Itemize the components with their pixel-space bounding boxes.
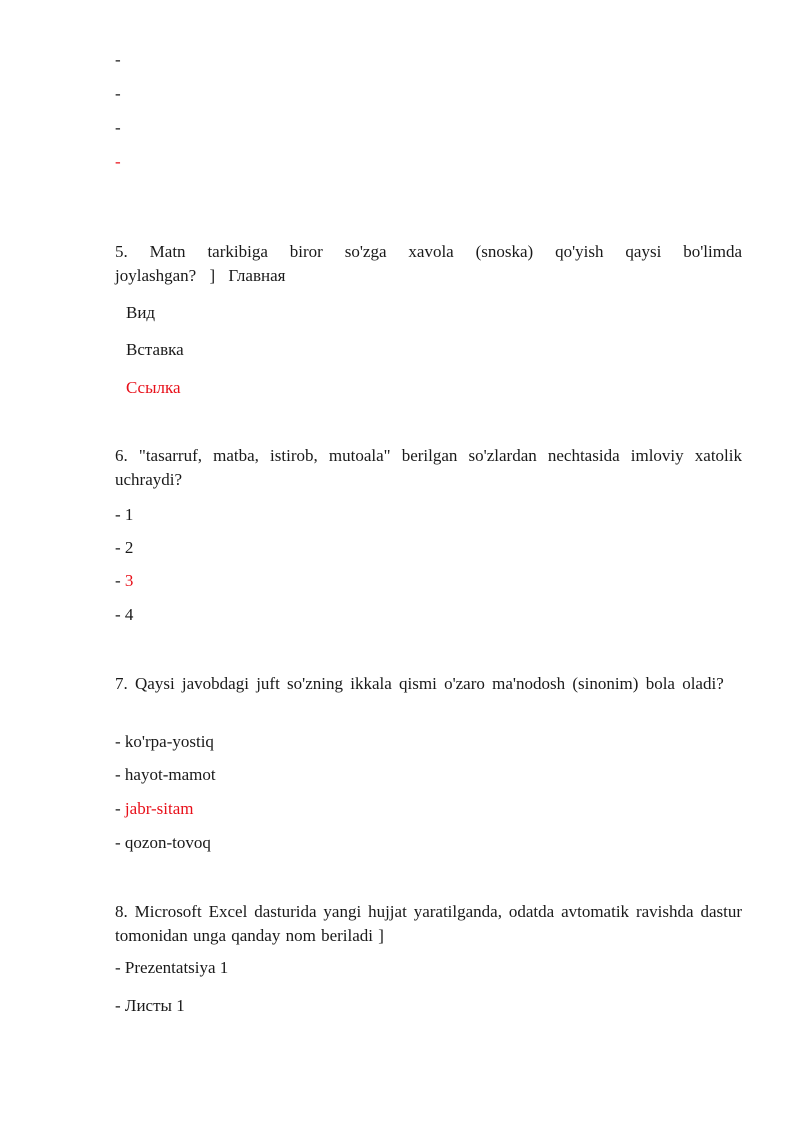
q7-option-3-correct: [115, 799, 194, 819]
q8-option-1: [115, 958, 228, 978]
q6-option-2: [115, 538, 133, 558]
question-8: 8. Microsoft Excel dasturida yangi hujjat yaratilganda, odatda avtomatik ravishda dastur tomonidan unga qanday nom beriladi ]: [115, 902, 742, 945]
q8-option-2: [115, 996, 185, 1016]
q6-option-4: [115, 605, 133, 625]
option-text: 4: [124, 605, 134, 624]
option-text: Prezentatsiya 1: [124, 958, 229, 977]
q7-option-4: [115, 833, 211, 853]
option-dash: -: [115, 833, 125, 852]
option-dash: -: [115, 605, 125, 624]
option-text: Листы 1: [124, 996, 185, 1015]
option-text: 2: [124, 538, 134, 557]
q5-option-1: Вид: [126, 303, 156, 322]
option-text: 3: [124, 571, 134, 590]
q5-option-2: Вставка: [126, 340, 184, 359]
q6-option-3-correct: [115, 571, 133, 591]
option-text: 1: [124, 505, 134, 524]
option-dash: -: [115, 958, 125, 977]
option-dash: -: [115, 50, 121, 69]
q5-option-3-correct: Ссылка: [126, 378, 181, 397]
option-dash: -: [115, 799, 125, 818]
q7-option-1: [115, 732, 214, 752]
correct-option-dash: -: [115, 152, 121, 171]
option-dash: -: [115, 118, 121, 137]
option-dash: -: [115, 538, 125, 557]
q6-option-1: [115, 505, 133, 525]
option-dash: -: [115, 571, 125, 590]
question-6: 6. "tasarruf, matba, istirob, mutoala" berilgan so'zlardan nechtasida imloviy xatolik uchraydi?: [115, 446, 742, 489]
option-text: jabr-sitam: [124, 799, 194, 818]
question-7: 7. Qaysi javobdagi juft so'zning ikkala qismi o'zaro ma'nodosh (sinonim) bola oladi?: [115, 674, 724, 693]
option-text: hayot-mamot: [124, 765, 216, 784]
option-text: ko'rpa-yostiq: [124, 732, 214, 751]
question-5: 5. Matn tarkibiga biror so'zga xavola (snoska) qo'yish qaysi bo'limda joylashgan? ] Главная: [115, 242, 742, 285]
option-text: qozon-tovoq: [124, 833, 211, 852]
option-dash: -: [115, 996, 125, 1015]
option-dash: -: [115, 505, 125, 524]
q7-option-2: [115, 765, 216, 785]
option-dash: -: [115, 732, 125, 751]
option-dash: -: [115, 84, 121, 103]
option-dash: -: [115, 765, 125, 784]
